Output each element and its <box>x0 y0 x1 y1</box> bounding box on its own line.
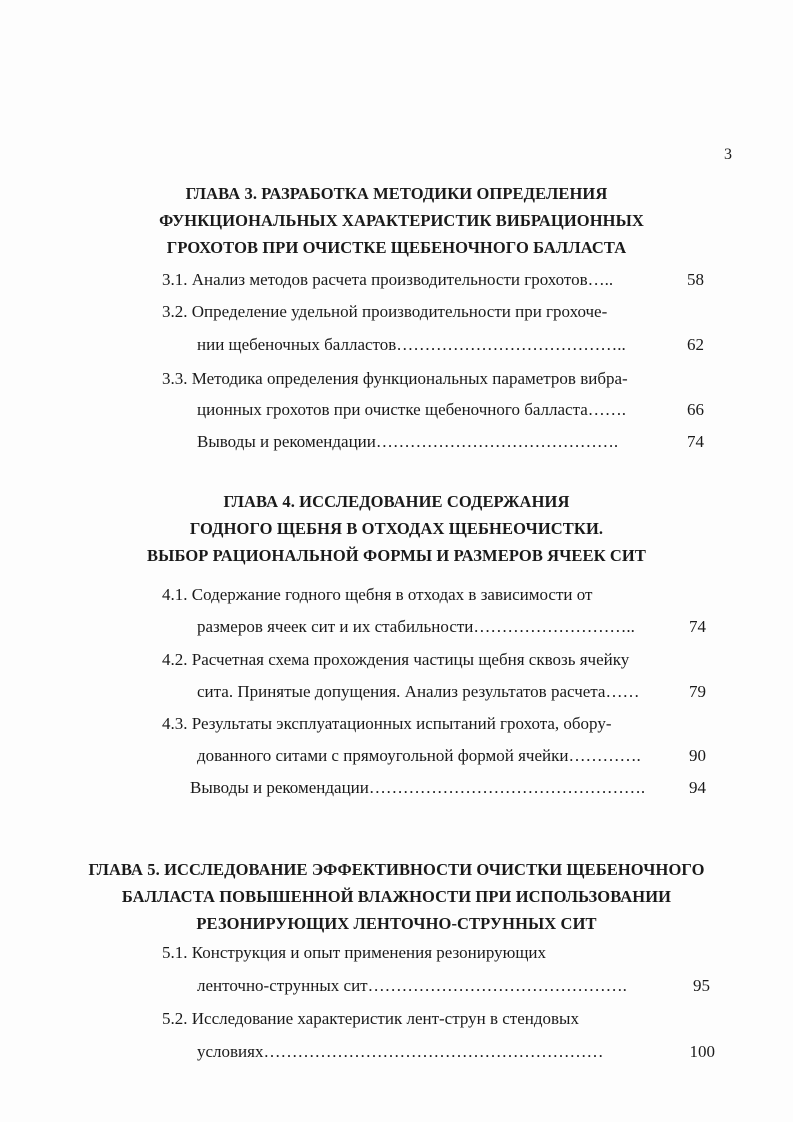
toc-page-5-1: 95 <box>693 976 710 995</box>
chapter-3-heading-line: ФУНКЦИОНАЛЬНЫХ ХАРАКТЕРИСТИК ВИБРАЦИОННЫХ <box>159 211 644 230</box>
toc-entry-3-conclusions: Выводы и рекомендации……………………………………. <box>197 432 619 451</box>
chapter-4-heading-line: ВЫБОР РАЦИОНАЛЬНОЙ ФОРМЫ И РАЗМЕРОВ ЯЧЕЕК СИТ <box>147 546 646 565</box>
toc-page-3-conclusions: 74 <box>687 432 704 451</box>
chapter-5-heading <box>0 856 793 937</box>
toc-entry-4-3: 4.3. Результаты эксплуатационных испытаний грохота, обору- <box>162 714 612 733</box>
page-number: 3 <box>724 146 732 163</box>
chapter-4-heading <box>0 488 793 569</box>
toc-entry-3-3: 3.3. Методика определения функциональных параметров вибра- <box>162 369 628 388</box>
toc-page-3-2: 62 <box>687 335 704 354</box>
toc-page-4-3: 90 <box>689 746 706 765</box>
toc-entry-3-3-cont: ционных грохотов при очистке щебеночного балласта……. <box>197 400 627 419</box>
toc-entry-5-2: 5.2. Исследование характеристик лент-струн в стендовых <box>162 1009 579 1028</box>
chapter-5-heading-line: БАЛЛАСТА ПОВЫШЕННОЙ ВЛАЖНОСТИ ПРИ ИСПОЛЬЗОВАНИИ <box>121 887 672 906</box>
toc-entry-5-1: 5.1. Конструкция и опыт применения резонирующих <box>162 943 547 962</box>
toc-page-4-1: 74 <box>689 617 706 636</box>
toc-entry-4-2: 4.2. Расчетная схема прохождения частицы щебня сквозь ячейку <box>162 650 630 669</box>
toc-page-4-2: 79 <box>689 682 706 701</box>
toc-page-5-2: 100 <box>689 1042 715 1061</box>
toc-page-4-conclusions: 94 <box>689 778 706 797</box>
toc-page-3-3: 66 <box>687 400 704 419</box>
chapter-3-heading <box>0 180 793 261</box>
chapter-5-heading-line: ГЛАВА 5. ИССЛЕДОВАНИЕ ЭФФЕКТИВНОСТИ ОЧИСТКИ ЩЕБЕНОЧНОГО <box>88 860 705 879</box>
toc-entry-5-2-cont: условиях…………………………………………………… <box>197 1042 604 1061</box>
toc-entry-3-2: 3.2. Определение удельной производительности при грохоче- <box>162 302 608 321</box>
chapter-4-heading-line: ГОДНОГО ЩЕБНЯ В ОТХОДАХ ЩЕБНЕОЧИСТКИ. <box>189 519 604 538</box>
toc-entry-3-1: 3.1. Анализ методов расчета производительности грохотов….. <box>162 270 614 289</box>
chapter-3-heading-line: ГРОХОТОВ ПРИ ОЧИСТКЕ ЩЕБЕНОЧНОГО БАЛЛАСТА <box>166 238 627 257</box>
toc-entry-4-2-cont: сита. Принятые допущения. Анализ результатов расчета…… <box>197 682 640 701</box>
chapter-4-heading-line: ГЛАВА 4. ИССЛЕДОВАНИЕ СОДЕРЖАНИЯ <box>223 492 570 511</box>
chapter-3-heading-line: ГЛАВА 3. РАЗРАБОТКА МЕТОДИКИ ОПРЕДЕЛЕНИЯ <box>185 184 608 203</box>
toc-entry-4-1: 4.1. Содержание годного щебня в отходах в зависимости от <box>162 585 593 604</box>
chapter-5-heading-line: РЕЗОНИРУЮЩИХ ЛЕНТОЧНО-СТРУННЫХ СИТ <box>196 914 597 933</box>
toc-entry-3-2-cont: нии щебеночных балластов………………………………….. <box>197 335 626 354</box>
toc-entry-4-1-cont: размеров ячеек сит и их стабильности……………………….. <box>197 617 635 636</box>
toc-page-3-1: 58 <box>687 270 704 289</box>
toc-entry-4-3-cont: дованного ситами с прямоугольной формой ячейки…………. <box>197 746 641 765</box>
toc-entry-4-conclusions: Выводы и рекомендации…………………………………………. <box>190 778 646 797</box>
toc-entry-5-1-cont: ленточно-струнных сит………………………………………. <box>197 976 627 995</box>
